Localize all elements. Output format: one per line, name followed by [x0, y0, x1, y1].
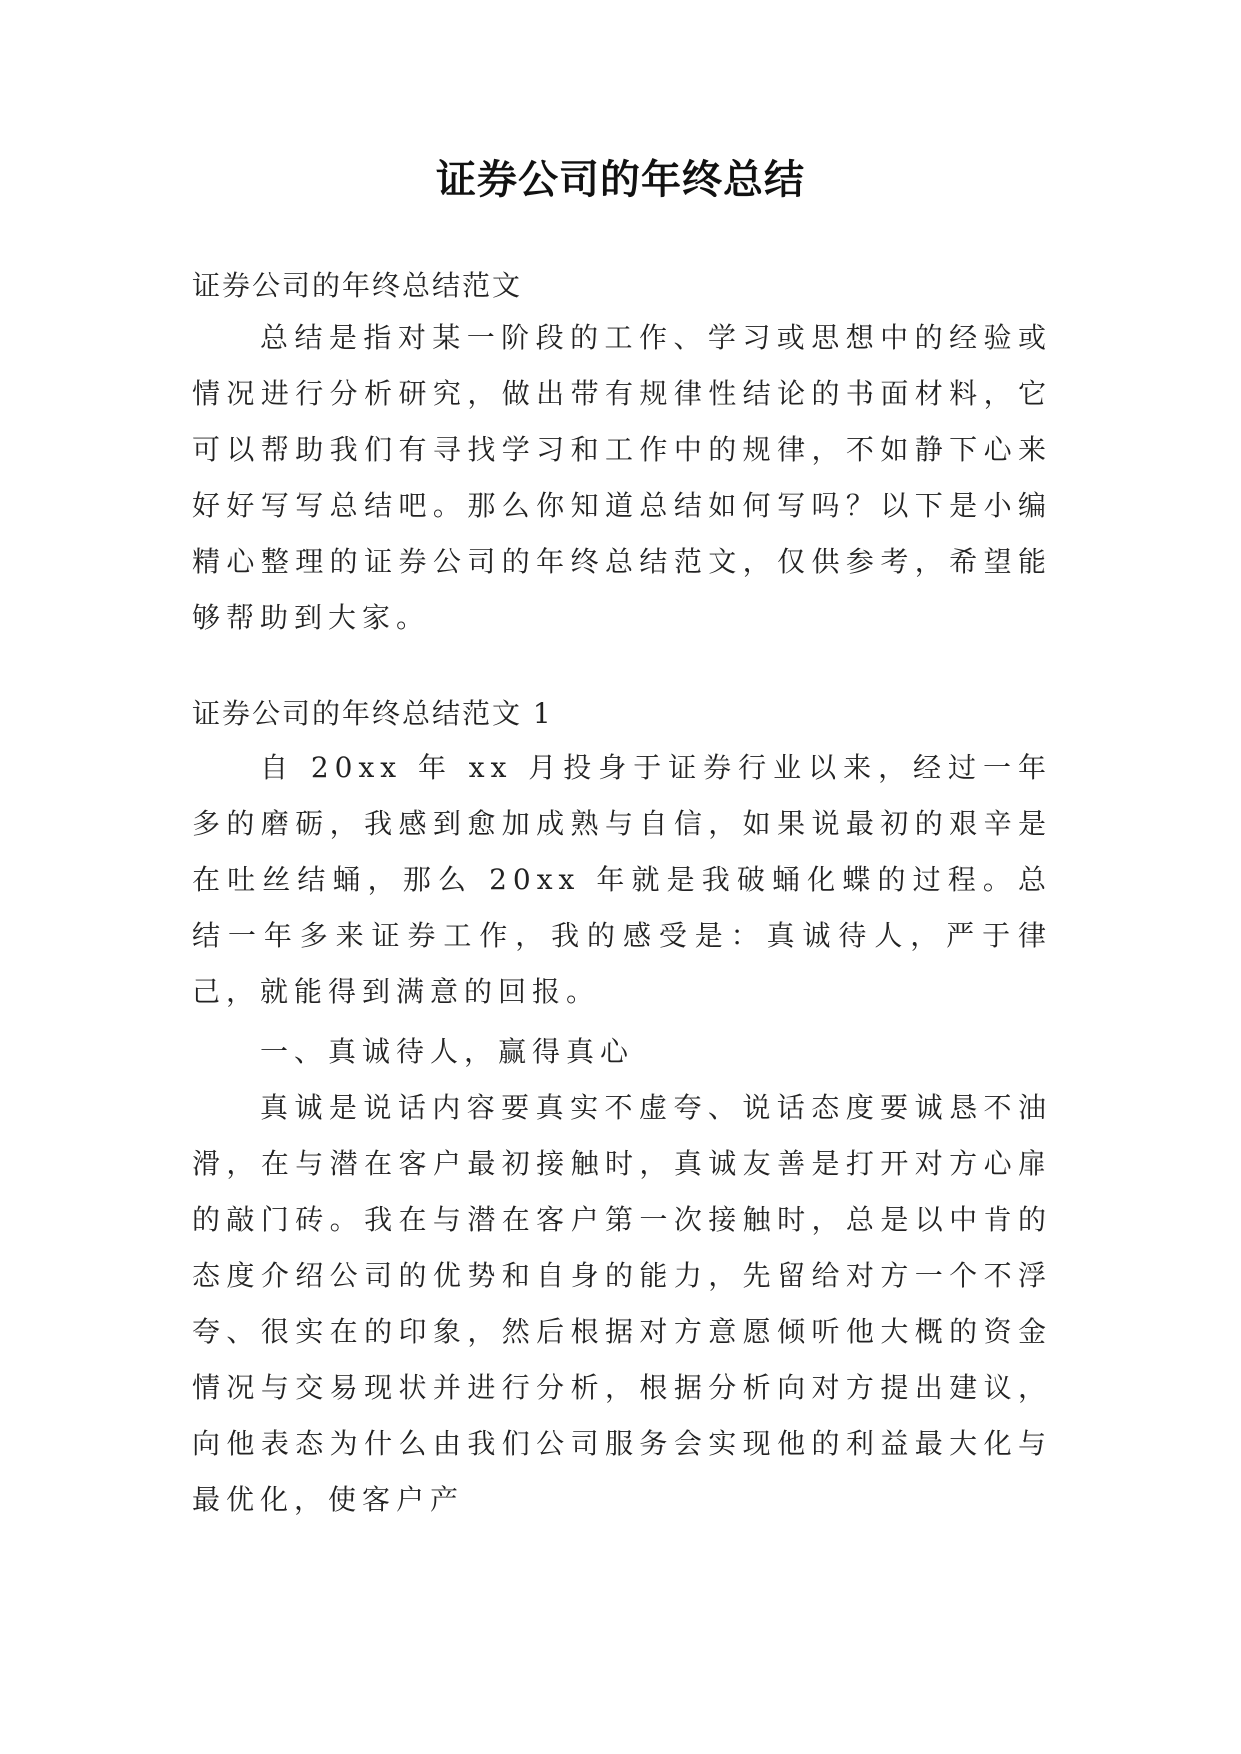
section-heading-1: 证券公司的年终总结范文 1: [192, 697, 553, 730]
subsection-heading: 一、真诚待人，赢得真心: [260, 1035, 635, 1068]
document-title: 证券公司的年终总结: [436, 157, 805, 203]
body-paragraph-1: 自 20xx 年 xx 月投身于证券行业以来，经过一年多的磨砺，我感到愈加成熟与自信，如果说最初的艰辛是在吐丝结蛹，那么 20xx 年就是我破蛹化蝶的过程。总结一年多来证券工作，我的感受是：真诚待人，严于律己，就能得到满意的回报。: [192, 751, 1052, 1008]
intro-paragraph: 总结是指对某一阶段的工作、学习或思想中的经验或情况进行分析研究，做出带有规律性结论的书面材料，它可以帮助我们有寻找学习和工作中的规律，不如静下心来好好写写总结吧。那么你知道总结如何写吗？以下是小编精心整理的证券公司的年终总结范文，仅供参考，希望能够帮助到大家。: [192, 321, 1052, 634]
body-paragraph-2: 真诚是说话内容要真实不虚夸、说话态度要诚恳不油滑，在与潜在客户最初接触时，真诚友善是打开对方心扉的敲门砖。我在与潜在客户第一次接触时，总是以中肯的态度介绍公司的优势和自身的能力，先留给对方一个不浮夸、很实在的印象，然后根据对方意愿倾听他大概的资金情况与交易现状并进行分析，根据分析向对方提出建议，向他表态为什么由我们公司服务会实现他的利益最大化与最优化，使客户产: [192, 1091, 1052, 1516]
subtitle-heading: 证券公司的年终总结范文: [192, 269, 523, 302]
